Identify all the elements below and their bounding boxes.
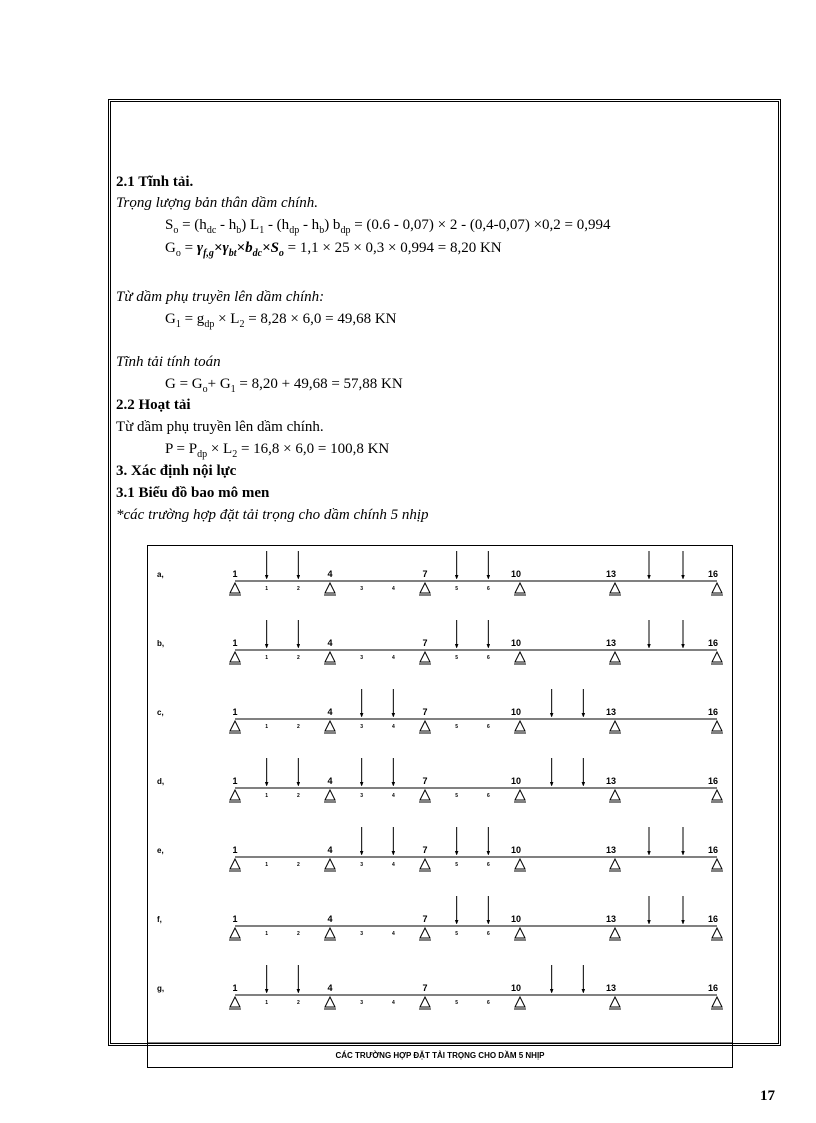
heading-3-1: 3.1 Biểu đồ bao mô men xyxy=(116,485,270,501)
support-symbol xyxy=(419,997,431,1009)
support-symbol xyxy=(609,790,621,802)
support-symbol xyxy=(419,652,431,664)
span-point-label: 6 xyxy=(486,586,490,592)
support-label: 13 xyxy=(605,569,617,579)
span-point-label: 5 xyxy=(455,793,459,799)
point-load-arrowhead xyxy=(648,851,651,855)
support-symbol xyxy=(324,997,336,1009)
span-point-label: 2 xyxy=(296,655,300,661)
point-load-arrowhead xyxy=(392,851,395,855)
point-load-arrowhead xyxy=(487,920,490,924)
support-symbol xyxy=(514,721,526,733)
support-symbol xyxy=(609,652,621,664)
support-label: 10 xyxy=(510,983,522,993)
span-point-label: 4 xyxy=(391,655,395,661)
span-point-label: 2 xyxy=(296,931,300,937)
point-load-arrowhead xyxy=(648,575,651,579)
point-load-arrowhead xyxy=(582,782,585,786)
support-symbol xyxy=(711,997,723,1009)
heading-3: 3. Xác định nội lực xyxy=(116,463,237,479)
point-load-arrowhead xyxy=(682,851,685,855)
point-load-arrowhead xyxy=(648,920,651,924)
heading-2-2: 2.2 Hoạt tải xyxy=(116,397,191,413)
point-load-arrowhead xyxy=(265,989,268,993)
span-point-label: 6 xyxy=(486,655,490,661)
point-load-arrowhead xyxy=(455,644,458,648)
point-load-arrowhead xyxy=(550,989,553,993)
support-label: 16 xyxy=(707,983,719,993)
g-formula: $G = G_o+ G_1 = 8,20 + 49,68 = 57,88$ KN xyxy=(165,376,403,395)
support-symbol xyxy=(229,997,241,1009)
span-point-label: 3 xyxy=(360,1000,364,1006)
span-point-label: 1 xyxy=(265,655,269,661)
subheading-from-secondary-beam: Từ dầm phụ truyền lên dầm chính: xyxy=(116,289,325,305)
support-label: 16 xyxy=(707,776,719,786)
support-symbol xyxy=(419,583,431,595)
point-load-arrowhead xyxy=(360,851,363,855)
span-point-label: 6 xyxy=(486,724,490,730)
point-load-arrowhead xyxy=(682,644,685,648)
support-label: 4 xyxy=(327,914,333,924)
support-symbol xyxy=(324,721,336,733)
support-label: 10 xyxy=(510,569,522,579)
support-label: 13 xyxy=(605,707,617,717)
point-load-arrowhead xyxy=(360,782,363,786)
live-load-line: Từ dầm phụ truyền lên dầm chính. xyxy=(116,419,324,435)
go-formula: $G_o = \gamma_{f,g}\times\gamma_{bt}\times b_{dc}\times S_o = 1,1 \times 25 \times 0,3 \times 0,994 = 8,20$ KN xyxy=(165,240,502,259)
point-load-arrowhead xyxy=(265,644,268,648)
support-label: 4 xyxy=(327,845,333,855)
support-symbol xyxy=(711,790,723,802)
span-point-label: 2 xyxy=(296,586,300,592)
support-label: 16 xyxy=(707,914,719,924)
support-label: 13 xyxy=(605,638,617,648)
point-load-arrowhead xyxy=(550,782,553,786)
support-label: 1 xyxy=(232,569,238,579)
support-label: 4 xyxy=(327,569,333,579)
point-load-arrowhead xyxy=(487,575,490,579)
span-point-label: 4 xyxy=(391,793,395,799)
span-point-label: 4 xyxy=(391,862,395,868)
span-point-label: 3 xyxy=(360,862,364,868)
point-load-arrowhead xyxy=(392,713,395,717)
support-symbol xyxy=(609,721,621,733)
support-symbol xyxy=(609,583,621,595)
point-load-arrowhead xyxy=(682,575,685,579)
case-label: a, xyxy=(157,570,164,579)
support-symbol xyxy=(229,859,241,871)
support-label: 1 xyxy=(232,776,238,786)
span-point-label: 5 xyxy=(455,862,459,868)
heading-2-1: 2.1 Tĩnh tải. xyxy=(116,174,194,190)
support-label: 13 xyxy=(605,983,617,993)
support-symbol xyxy=(711,928,723,940)
point-load-arrowhead xyxy=(550,713,553,717)
point-load-arrowhead xyxy=(682,920,685,924)
support-symbol xyxy=(514,652,526,664)
span-point-label: 6 xyxy=(486,931,490,937)
point-load-arrowhead xyxy=(455,575,458,579)
support-label: 4 xyxy=(327,776,333,786)
support-label: 13 xyxy=(605,845,617,855)
support-symbol xyxy=(324,790,336,802)
support-label: 10 xyxy=(510,914,522,924)
span-point-label: 5 xyxy=(455,586,459,592)
span-point-label: 1 xyxy=(265,862,269,868)
point-load-arrowhead xyxy=(487,644,490,648)
support-symbol xyxy=(229,928,241,940)
support-symbol xyxy=(609,859,621,871)
support-symbol xyxy=(229,790,241,802)
span-point-label: 4 xyxy=(391,724,395,730)
case-label: b, xyxy=(157,639,165,648)
loading-cases-diagram xyxy=(147,545,733,1068)
case-label: d, xyxy=(157,777,165,786)
support-symbol xyxy=(229,721,241,733)
support-label: 16 xyxy=(707,638,719,648)
support-label: 1 xyxy=(232,914,238,924)
point-load-arrowhead xyxy=(360,713,363,717)
case-label: g, xyxy=(157,984,165,993)
span-point-label: 6 xyxy=(486,1000,490,1006)
page-number: 17 xyxy=(760,1088,775,1104)
span-point-label: 1 xyxy=(265,586,269,592)
support-symbol xyxy=(419,928,431,940)
support-symbol xyxy=(324,928,336,940)
support-label: 4 xyxy=(327,638,333,648)
support-symbol xyxy=(324,583,336,595)
case-label: e, xyxy=(157,846,164,855)
support-symbol xyxy=(609,997,621,1009)
span-point-label: 5 xyxy=(455,724,459,730)
support-label: 16 xyxy=(707,569,719,579)
span-point-label: 1 xyxy=(265,1000,269,1006)
span-point-label: 5 xyxy=(455,655,459,661)
span-point-label: 1 xyxy=(265,793,269,799)
span-point-label: 4 xyxy=(391,586,395,592)
support-label: 7 xyxy=(422,845,428,855)
support-label: 13 xyxy=(605,776,617,786)
point-load-arrowhead xyxy=(265,782,268,786)
span-point-label: 4 xyxy=(391,1000,395,1006)
support-symbol xyxy=(514,583,526,595)
support-label: 4 xyxy=(327,707,333,717)
span-point-label: 2 xyxy=(296,1000,300,1006)
span-point-label: 1 xyxy=(265,724,269,730)
point-load-arrowhead xyxy=(265,575,268,579)
support-label: 10 xyxy=(510,845,522,855)
point-load-arrowhead xyxy=(455,851,458,855)
support-label: 7 xyxy=(422,638,428,648)
support-symbol xyxy=(711,721,723,733)
support-symbol xyxy=(324,652,336,664)
span-point-label: 3 xyxy=(360,793,364,799)
support-symbol xyxy=(419,790,431,802)
span-point-label: 3 xyxy=(360,655,364,661)
point-load-arrowhead xyxy=(297,782,300,786)
support-label: 4 xyxy=(327,983,333,993)
support-label: 7 xyxy=(422,707,428,717)
point-load-arrowhead xyxy=(297,575,300,579)
support-label: 1 xyxy=(232,707,238,717)
support-label: 10 xyxy=(510,638,522,648)
support-symbol xyxy=(711,859,723,871)
point-load-arrowhead xyxy=(487,851,490,855)
span-point-label: 2 xyxy=(296,793,300,799)
case-label: c, xyxy=(157,708,164,717)
point-load-arrowhead xyxy=(648,644,651,648)
support-label: 10 xyxy=(510,776,522,786)
span-point-label: 3 xyxy=(360,931,364,937)
span-point-label: 5 xyxy=(455,1000,459,1006)
loading-cases-note: *các trường hợp đặt tải trọng cho dầm chính 5 nhịp xyxy=(116,507,429,523)
diagram-caption: CÁC TRƯỜNG HỢP ĐẶT TẢI TRỌNG CHO DẦM 5 NHỊP xyxy=(335,1051,545,1060)
support-symbol xyxy=(609,928,621,940)
support-label: 1 xyxy=(232,638,238,648)
support-label: 1 xyxy=(232,983,238,993)
support-label: 1 xyxy=(232,845,238,855)
support-symbol xyxy=(514,928,526,940)
p-formula: $P = P_{dp} \times L_2 = 16,8 \times 6,0 = 100,8$ KN xyxy=(165,441,390,460)
support-label: 13 xyxy=(605,914,617,924)
point-load-arrowhead xyxy=(297,644,300,648)
span-point-label: 2 xyxy=(296,862,300,868)
span-point-label: 2 xyxy=(296,724,300,730)
point-load-arrowhead xyxy=(392,782,395,786)
support-symbol xyxy=(229,652,241,664)
support-label: 16 xyxy=(707,845,719,855)
support-symbol xyxy=(711,583,723,595)
support-symbol xyxy=(711,652,723,664)
point-load-arrowhead xyxy=(455,920,458,924)
support-label: 7 xyxy=(422,569,428,579)
support-label: 7 xyxy=(422,776,428,786)
span-point-label: 3 xyxy=(360,724,364,730)
support-label: 7 xyxy=(422,983,428,993)
support-symbol xyxy=(514,790,526,802)
support-symbol xyxy=(229,583,241,595)
so-formula: $S_o = (h_{dc} - h_b)$ $L_1 - (h_{dp} - h_b) b_{dp} = (0.6 - 0,07) \times 2 - (0,4-0,07) \times 0,2 = 0,994$ xyxy=(165,217,611,236)
support-label: 7 xyxy=(422,914,428,924)
subheading-self-weight: Trọng lượng bản thân dầm chính. xyxy=(116,195,319,211)
span-point-label: 6 xyxy=(486,862,490,868)
case-label: f, xyxy=(157,915,162,924)
support-symbol xyxy=(324,859,336,871)
support-label: 16 xyxy=(707,707,719,717)
support-symbol xyxy=(514,859,526,871)
span-point-label: 5 xyxy=(455,931,459,937)
support-symbol xyxy=(419,859,431,871)
point-load-arrowhead xyxy=(297,989,300,993)
point-load-arrowhead xyxy=(582,713,585,717)
support-symbol xyxy=(514,997,526,1009)
span-point-label: 6 xyxy=(486,793,490,799)
g1-formula: $G_1 = g_{dp} \times L_2 = 8,28 \times 6,0 = 49,68$ KN xyxy=(165,311,397,330)
span-point-label: 4 xyxy=(391,931,395,937)
span-point-label: 1 xyxy=(265,931,269,937)
point-load-arrowhead xyxy=(582,989,585,993)
span-point-label: 3 xyxy=(360,586,364,592)
support-label: 10 xyxy=(510,707,522,717)
support-symbol xyxy=(419,721,431,733)
subheading-design-dead-load: Tĩnh tải tính toán xyxy=(116,354,221,370)
